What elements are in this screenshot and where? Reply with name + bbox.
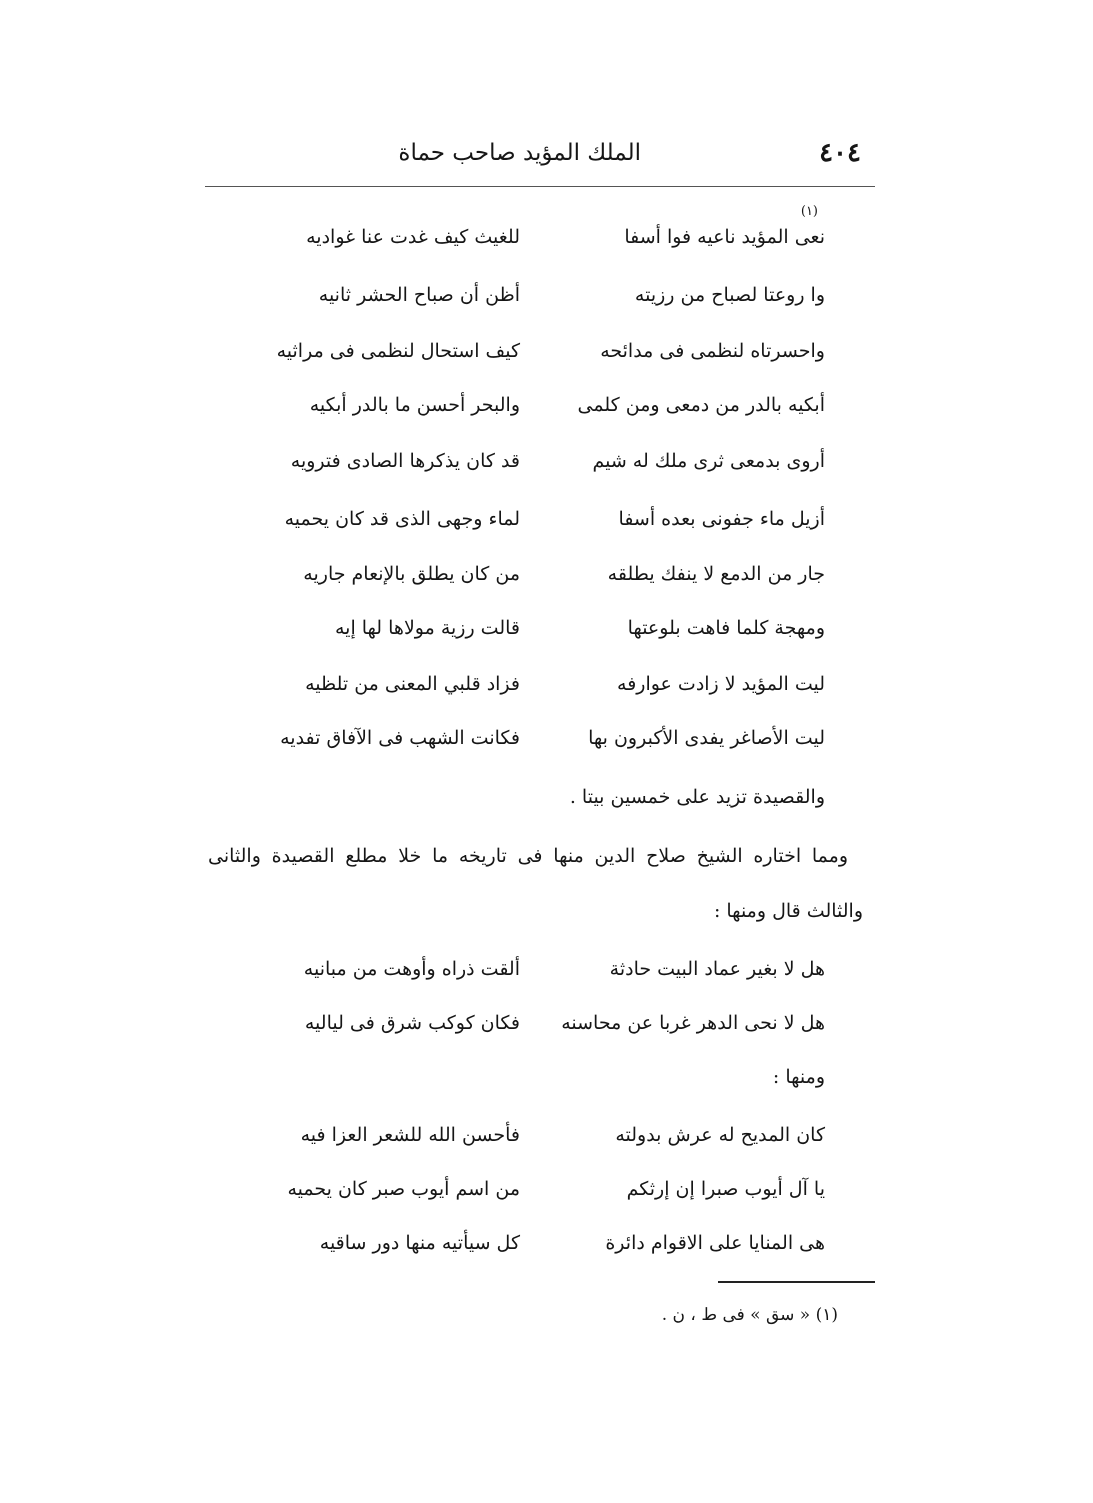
verse-first-hemistich: وا روعتا لصباح من رزيته [634,284,825,306]
page-number: ٤٠٤ [819,138,861,168]
prose-line: والثالث قال ومنها : [713,900,863,922]
verse-second-hemistich: فزاد قلبي المعنى من تلظيه [305,673,520,695]
verse-first-hemistich: أزيل ماء جفونى بعده أسفا [618,508,825,530]
verse-line [0,1232,1093,1284]
verse-line [0,958,1093,1010]
verse-second-hemistich: قالت رزية مولاها لها إيه [334,617,520,639]
verse-line [0,1178,1093,1230]
verse-first-hemistich: جار من الدمع لا ينفك يطلقه [607,563,825,585]
verse-second-hemistich: من اسم أيوب صبر كان يحميه [287,1178,520,1200]
verse-first-hemistich: هل لا بغير عماد البيت حادثة [609,958,825,980]
verse-first-hemistich: أبكيه بالدر من دمعى ومن كلمى [577,394,825,416]
prose-line: ومما اختاره الشيخ صلاح الدين منها فى تاريخه ما خلا مطلع القصيدة والثانى [208,845,848,867]
verse-first-hemistich: ومهجة كلما فاهت بلوعتها [627,617,825,639]
verse-second-hemistich: فكانت الشهب فى الآفاق تفديه [280,727,520,749]
footnote-divider [718,1281,875,1283]
verse-second-hemistich: لماء وجهى الذى قد كان يحميه [284,508,520,530]
verse-line [0,284,1093,336]
verse-first-hemistich: هى المنايا على الاقوام دائرة [605,1232,825,1254]
verse-second-hemistich: كل سيأتيه منها دور ساقيه [319,1232,520,1254]
verse-first-hemistich: كان المديح له عرش بدولته [615,1124,825,1146]
verse-line [0,727,1093,779]
verse-second-hemistich: أظن أن صباح الحشر ثانيه [318,284,520,306]
verse-first-hemistich: يا آل أيوب صبرا إن إرثكم [626,1178,825,1200]
verse-line [0,563,1093,615]
footnote-marker: (١) [800,204,818,219]
verse-second-hemistich: قد كان يذكرها الصادى فترويه [290,450,520,472]
verse-line [0,508,1093,560]
running-title: الملك المؤيد صاحب حماة [398,140,641,166]
verse-first-hemistich: ليت المؤيد لا زادت عوارفه [617,673,825,695]
verse-line [0,450,1093,502]
verse-second-hemistich: من كان يطلق بالإنعام جاريه [303,563,520,585]
verse-second-hemistich: ألقت ذراه وأوهت من مبانيه [303,958,520,980]
note-poem-length: والقصيدة تزيد على خمسين بيتا . [569,786,825,808]
verse-first-hemistich: نعى المؤيد ناعيه فوا أسفا [624,226,825,248]
verse-second-hemistich: والبحر أحسن ما بالدر أبكيه [309,394,520,416]
verse-first-hemistich: واحسرتاه لنظمى فى مدائحه [600,340,825,362]
verse-first-hemistich: ليت الأصاغر يفدى الأكبرون بها [588,727,825,749]
verse-first-hemistich: هل لا نحى الدهر غربا عن محاسنه [561,1012,825,1034]
verse-first-hemistich: أروى بدمعى ثرى ملك له شيم [592,450,825,472]
verse-second-hemistich: للغيث كيف غدت عنا غواديه [306,226,520,248]
verse-second-hemistich: كيف استحال لنظمى فى مراثيه [276,340,520,362]
verse-line [0,1012,1093,1064]
verse-second-hemistich: فكان كوكب شرق فى لياليه [304,1012,520,1034]
page-header [205,138,873,182]
verse-line [0,673,1093,725]
section-label: ومنها : [772,1066,825,1088]
verse-line [0,204,1093,278]
footnote: (١) « سق » فى ط ، ن . [661,1305,838,1325]
verse-second-hemistich: فأحسن الله للشعر العزا فيه [300,1124,520,1146]
header-divider [205,186,875,187]
verse-line [0,617,1093,669]
verse-line [0,340,1093,392]
verse-line [0,394,1093,446]
verse-line [0,1124,1093,1176]
